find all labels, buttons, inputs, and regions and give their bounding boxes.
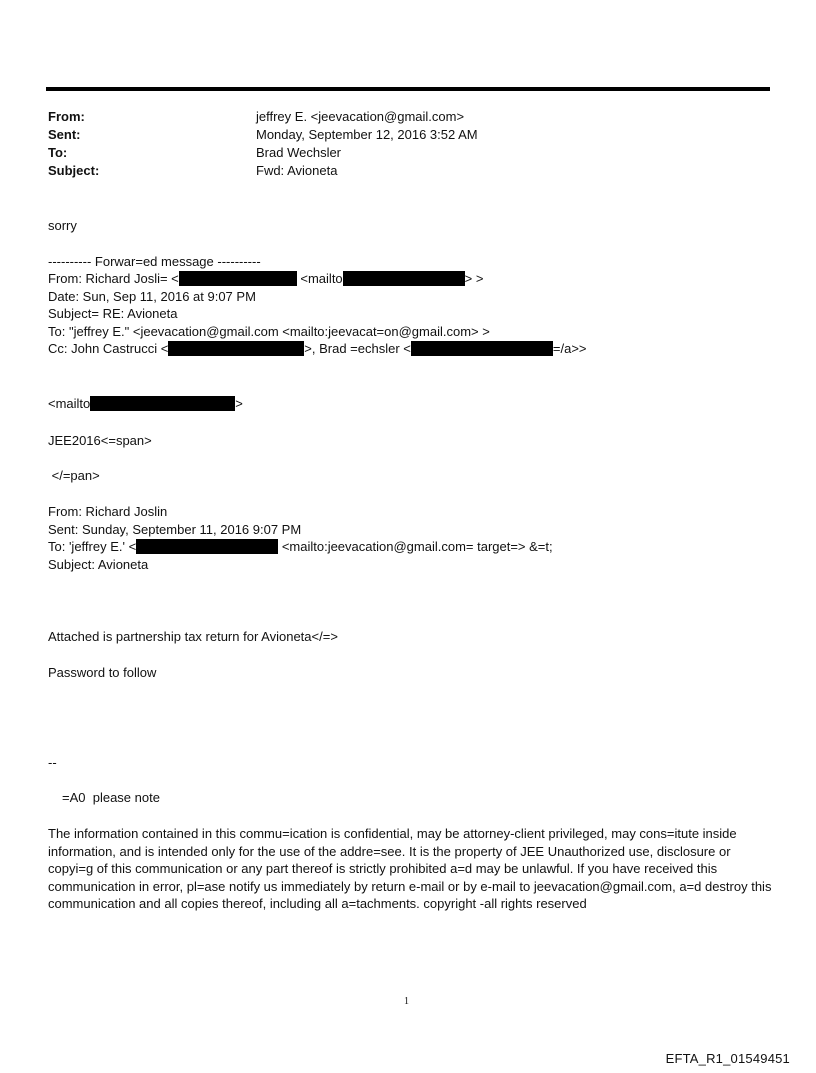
header-subject-row [48, 162, 478, 180]
please-note: =A0 please note [62, 790, 160, 805]
sent-value: Monday, September 12, 2016 3:52 AM [256, 127, 478, 142]
signature-dashes: -- [48, 755, 57, 770]
header-rule [46, 87, 770, 91]
span-close-line: </=pan> [48, 468, 100, 483]
header-to-row [48, 144, 478, 162]
to-label: To: [48, 145, 68, 160]
mailto-suffix: > [235, 396, 243, 411]
redaction-box [168, 341, 304, 356]
redaction-box [411, 341, 553, 356]
fwd-to: To: "jeffrey E." <jeevacation@gmail.com <mailto:jeevacat=on@gmail.com> > [48, 324, 490, 339]
fwd-cc-mid: >, Brad =echsler < [304, 341, 411, 356]
redaction-box [179, 271, 297, 286]
orig-from: From: Richard Joslin [48, 504, 168, 519]
page-number: 1 [404, 996, 409, 1007]
fwd-cc-line [48, 340, 587, 357]
orig-subject: Subject: Avioneta [48, 557, 149, 572]
fwd-from-mailto: <mailto [300, 271, 343, 286]
password-line: Password to follow [48, 665, 157, 680]
redaction-box [343, 271, 465, 286]
mailto-prefix: <mailto [48, 396, 91, 411]
confidentiality-disclaimer: The information contained in this commu=ication is confidential, may be attorney-client privileged, may cons=itute inside information, and is intended only for the use of the addre=see. It is the property of JEE Unauthorized use, disclosure or copyi=g of this communication or any part thereof is strictly prohibited a=d may be unlawful. If you have received this communication in error, pl=ase notify us immediately by return e-mail or by e-mail to jeevacation@gmail.com, a=d destroy this communication and all copies thereof, including all a=tachments. copyright -all rights reserved [48, 826, 772, 911]
greeting: sorry [48, 218, 77, 233]
fwd-from-prefix: From: Richard Josli= < [48, 271, 179, 286]
fwd-subject: Subject= RE: Avioneta [48, 306, 178, 321]
orig-to-suffix: <mailto:jeevacation@gmail.com= target=> &=t; [281, 539, 553, 554]
attached-line: Attached is partnership tax return for Avioneta</=> [48, 629, 338, 644]
code-line: JEE2016<=span> [48, 433, 152, 448]
from-value: jeffrey E. <jeevacation@gmail.com> [256, 109, 465, 124]
redaction-box [90, 396, 235, 411]
fwd-cc-suffix: =/a>> [552, 341, 587, 356]
fwd-date: Date: Sun, Sep 11, 2016 at 9:07 PM [48, 289, 256, 304]
subject-label: Subject: [48, 163, 100, 178]
email-header [48, 108, 478, 180]
subject-value: Fwd: Avioneta [256, 163, 338, 178]
to-value: Brad Wechsler [256, 145, 342, 160]
orig-to-line [48, 538, 553, 555]
fwd-from-suffix: > > [464, 271, 484, 286]
fwd-cc-prefix: Cc: John Castrucci < [48, 341, 169, 356]
sent-label: Sent: [48, 127, 81, 142]
orig-sent: Sent: Sunday, September 11, 2016 9:07 PM [48, 522, 302, 537]
forwarded-divider: ---------- Forwar=ed message ---------- [48, 254, 261, 269]
header-from-row [48, 108, 478, 126]
redaction-box [136, 539, 278, 554]
header-sent-row [48, 126, 478, 144]
orig-to-prefix: To: 'jeffrey E.' < [48, 539, 137, 554]
from-label: From: [48, 109, 85, 124]
bates-number: EFTA_R1_01549451 [665, 1051, 790, 1066]
mailto-line [48, 395, 243, 412]
fwd-from-line [48, 270, 483, 287]
